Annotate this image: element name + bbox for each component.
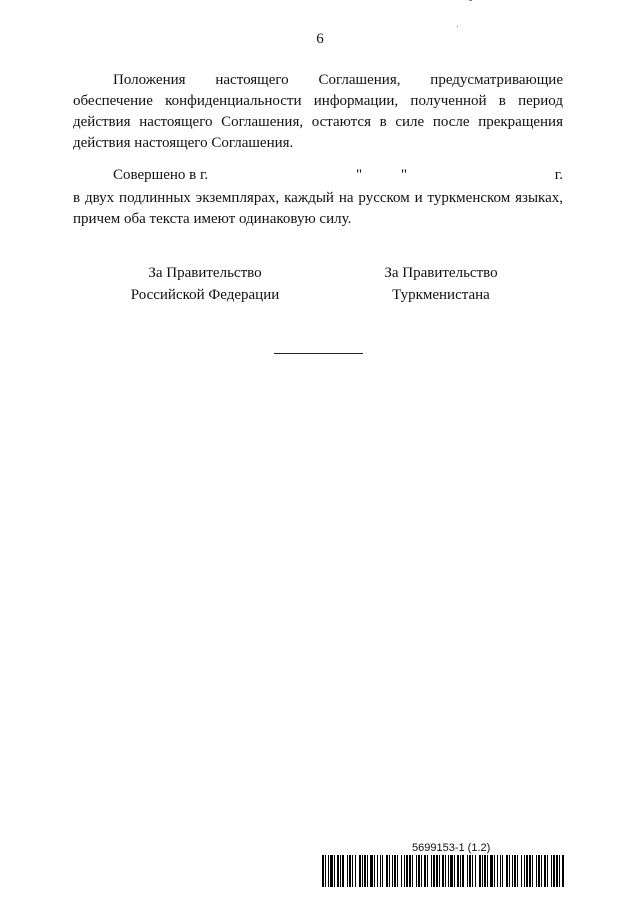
barcode-bar	[526, 855, 528, 887]
barcode-bar	[424, 855, 426, 887]
barcode-bar	[367, 855, 368, 887]
barcode-bar	[431, 855, 432, 887]
paragraph-line: действия настоящего Соглашения.	[73, 135, 294, 151]
barcode-bar	[562, 855, 564, 887]
barcode-bar	[352, 855, 353, 887]
confidentiality-paragraph	[73, 70, 563, 154]
barcode-bar	[394, 855, 396, 887]
barcode-bar	[355, 855, 356, 887]
barcode-bar	[457, 855, 459, 887]
barcode-bar	[529, 855, 531, 887]
barcode-bar	[409, 855, 411, 887]
barcode-bar	[442, 855, 444, 887]
barcode-bar	[472, 855, 473, 887]
signature-turkmenistan	[356, 262, 526, 306]
barcode-bar	[412, 855, 413, 887]
barcode-bar	[377, 855, 378, 887]
done-at-prefix: Совершено в г.	[113, 167, 209, 183]
signature-line: За Правительство	[384, 265, 498, 281]
barcode-bar	[322, 855, 324, 887]
barcode-bar	[445, 855, 446, 887]
barcode-bar	[340, 855, 341, 887]
barcode-bar	[502, 855, 503, 887]
barcode-bar	[482, 855, 483, 887]
signature-line: За Правительство	[148, 265, 262, 281]
signature-russia	[110, 262, 300, 306]
barcode	[322, 855, 565, 887]
barcode-bar	[509, 855, 510, 887]
barcode-bar	[497, 855, 498, 887]
barcode-bar	[364, 855, 366, 887]
barcode-bar	[450, 855, 453, 887]
end-divider	[274, 353, 363, 354]
barcode-bar	[362, 855, 363, 887]
barcode-bar	[517, 855, 518, 887]
barcode-bar	[551, 855, 552, 887]
barcode-bar	[475, 855, 476, 887]
signature-line: Туркменистана	[392, 287, 490, 303]
barcode-bar	[512, 855, 513, 887]
barcode-bar	[462, 855, 464, 887]
paragraph-line: причем оба текста имеют одинаковую силу.	[73, 211, 352, 227]
barcode-bar	[467, 855, 468, 887]
barcode-bar	[374, 855, 375, 887]
barcode-bar	[490, 855, 493, 887]
barcode-bar	[500, 855, 501, 887]
barcode-bar	[460, 855, 461, 887]
barcode-bar	[416, 855, 417, 887]
barcode-bar	[553, 855, 555, 887]
barcode-bar	[524, 855, 525, 887]
barcode-bar	[436, 855, 438, 887]
page-number: 6	[316, 31, 324, 47]
barcode-bar	[487, 855, 488, 887]
copies-paragraph	[73, 188, 563, 230]
barcode-bar	[454, 855, 455, 887]
barcode-bar	[532, 855, 533, 887]
scan-mark	[469, 0, 472, 1]
scan-mark	[457, 26, 458, 27]
barcode-bar	[401, 855, 402, 887]
barcode-bar	[334, 855, 335, 887]
barcode-bar	[342, 855, 344, 887]
barcode-bar	[328, 855, 329, 887]
barcode-bar	[448, 855, 449, 887]
barcode-bar	[547, 855, 548, 887]
barcode-bar	[386, 855, 388, 887]
paragraph-line: Положения настоящего Соглашения, предусматривающие	[113, 72, 563, 88]
date-quote-open: "	[356, 167, 363, 183]
barcode-bar	[337, 855, 339, 887]
barcode-bar	[382, 855, 383, 887]
signature-line: Российской Федерации	[130, 287, 280, 303]
barcode-bar	[494, 855, 495, 887]
barcode-bar	[479, 855, 481, 887]
barcode-bar	[421, 855, 422, 887]
barcode-bar	[392, 855, 393, 887]
barcode-bar	[325, 855, 326, 887]
barcode-bar	[359, 855, 361, 887]
barcode-bar	[433, 855, 435, 887]
document-code: 5699153-1 (1.2)	[412, 842, 491, 854]
barcode-bar	[514, 855, 516, 887]
barcode-bar	[484, 855, 486, 887]
barcode-bar	[506, 855, 508, 887]
done-at-line	[113, 167, 563, 188]
barcode-bar	[380, 855, 381, 887]
barcode-bar	[556, 855, 558, 887]
barcode-bar	[536, 855, 537, 887]
paragraph-line: действия настоящего Соглашения, остаются в силе после прекращения	[73, 114, 563, 130]
barcode-bar	[469, 855, 471, 887]
barcode-bar	[370, 855, 373, 887]
barcode-bar	[389, 855, 390, 887]
barcode-bar	[538, 855, 540, 887]
barcode-bar	[521, 855, 522, 887]
barcode-bar	[427, 855, 428, 887]
paragraph-line: обеспечение конфиденциальности информации, полученной в период	[73, 93, 563, 109]
barcode-bar	[418, 855, 420, 887]
barcode-bar	[439, 855, 440, 887]
barcode-bar	[347, 855, 348, 887]
paragraph-line: в двух подлинных экземплярах, каждый на русском и туркменском языках,	[73, 190, 563, 206]
barcode-bar	[541, 855, 542, 887]
year-suffix: г.	[554, 167, 563, 183]
barcode-bar	[404, 855, 405, 887]
date-quote-close: "	[401, 167, 408, 183]
barcode-bar	[397, 855, 398, 887]
barcode-bar	[349, 855, 351, 887]
barcode-bar	[559, 855, 560, 887]
barcode-bar	[406, 855, 408, 887]
barcode-bar	[544, 855, 546, 887]
barcode-bar	[330, 855, 333, 887]
